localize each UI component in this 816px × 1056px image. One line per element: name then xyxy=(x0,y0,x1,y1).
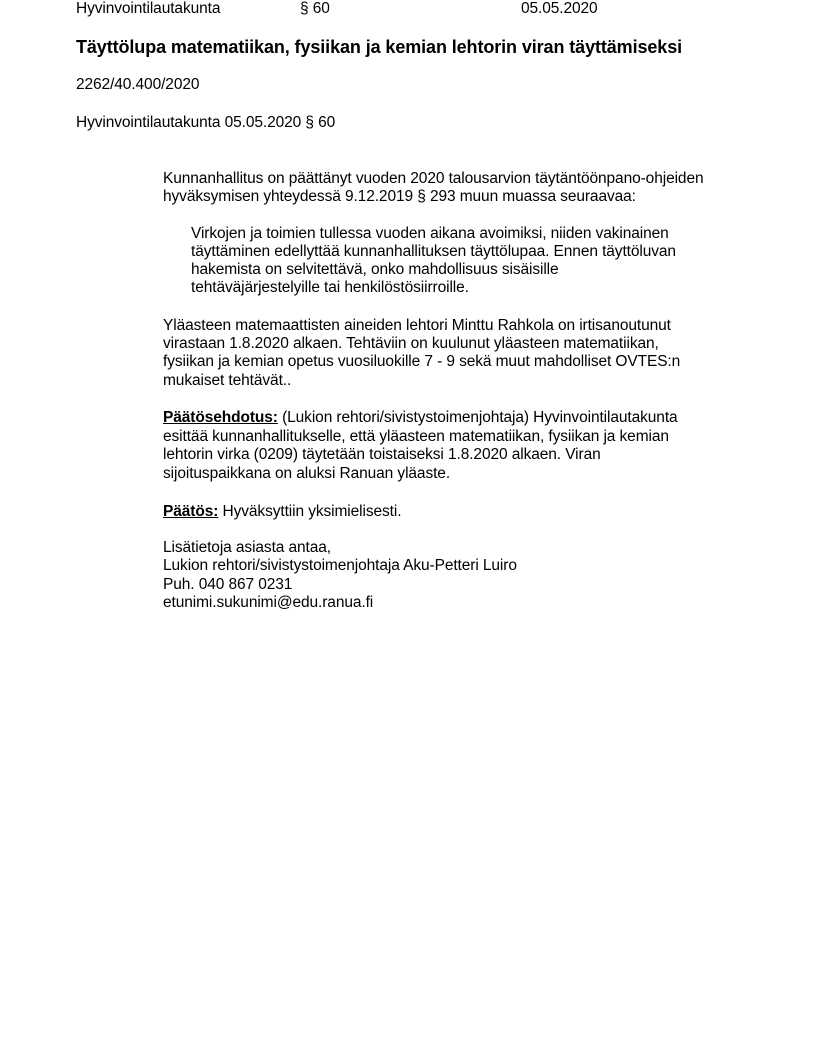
contact-email: etunimi.sukunimi@edu.ranua.fi xyxy=(163,594,374,611)
document-title: Täyttölupa matematiikan, fysiikan ja kemian lehtorin viran täyttämiseksi xyxy=(76,37,683,57)
text-line: lehtorin virka (0209) täytetään toistaiseksi 1.8.2020 alkaen. Viran xyxy=(163,446,601,463)
header-date: 05.05.2020 xyxy=(521,0,598,17)
decision-text: Hyväksyttiin yksimielisesti. xyxy=(218,503,402,520)
text-line: mukaiset tehtävät.. xyxy=(163,372,292,389)
text-line: Virkojen ja toimien tullessa vuoden aikana avoimiksi, niiden vakinainen xyxy=(191,225,669,242)
text-line: hakemista on selvitettävä, onko mahdollisuus sisäisille xyxy=(191,261,559,278)
contact-name: Lukion rehtori/sivistystoimenjohtaja Aku-Petteri Luiro xyxy=(163,557,517,574)
decision-paragraph xyxy=(163,503,401,521)
text-line xyxy=(163,409,678,427)
reference-number: 2262/40.400/2020 xyxy=(76,76,200,93)
decision-label: Päätös: xyxy=(163,503,219,520)
text-line: esittää kunnanhallitukselle, että yläasteen matematiikan, fysiikan ja kemian xyxy=(163,428,669,445)
text-line: virastaan 1.8.2020 alkaen. Tehtäviin on kuulunut yläasteen matematiikan, xyxy=(163,335,659,352)
meeting-reference: Hyvinvointilautakunta 05.05.2020 § 60 xyxy=(76,114,336,131)
text-line: Kunnanhallitus on päättänyt vuoden 2020 talousarvion täytäntöönpano-ohjeiden xyxy=(163,170,704,187)
text-line: fysiikan ja kemian opetus vuosiluokille 7 - 9 sekä muut mahdolliset OVTES:n xyxy=(163,353,681,370)
text-line: sijoituspaikkana on aluksi Ranuan yläaste. xyxy=(163,465,451,482)
text-line: tehtäväjärjestelyille tai henkilöstösiirroille. xyxy=(191,279,469,296)
contact-phone: Puh. 040 867 0231 xyxy=(163,576,293,593)
text-line: täyttäminen edellyttää kunnanhallituksen täyttölupaa. Ennen täyttöluvan xyxy=(191,243,676,260)
text-line: hyväksymisen yhteydessä 9.12.2019 § 293 muun muassa seuraavaa: xyxy=(163,188,636,205)
text-line: Yläasteen matemaattisten aineiden lehtori Minttu Rahkola on irtisanoutunut xyxy=(163,317,671,334)
text-line: Lisätietoja asiasta antaa, xyxy=(163,539,332,556)
header-committee: Hyvinvointilautakunta xyxy=(76,0,221,17)
proposal-label: Päätösehdotus: xyxy=(163,409,278,426)
header-section: § 60 xyxy=(300,0,330,17)
proposal-text: (Lukion rehtori/sivistystoimenjohtaja) Hyvinvointilautakunta xyxy=(277,409,678,426)
